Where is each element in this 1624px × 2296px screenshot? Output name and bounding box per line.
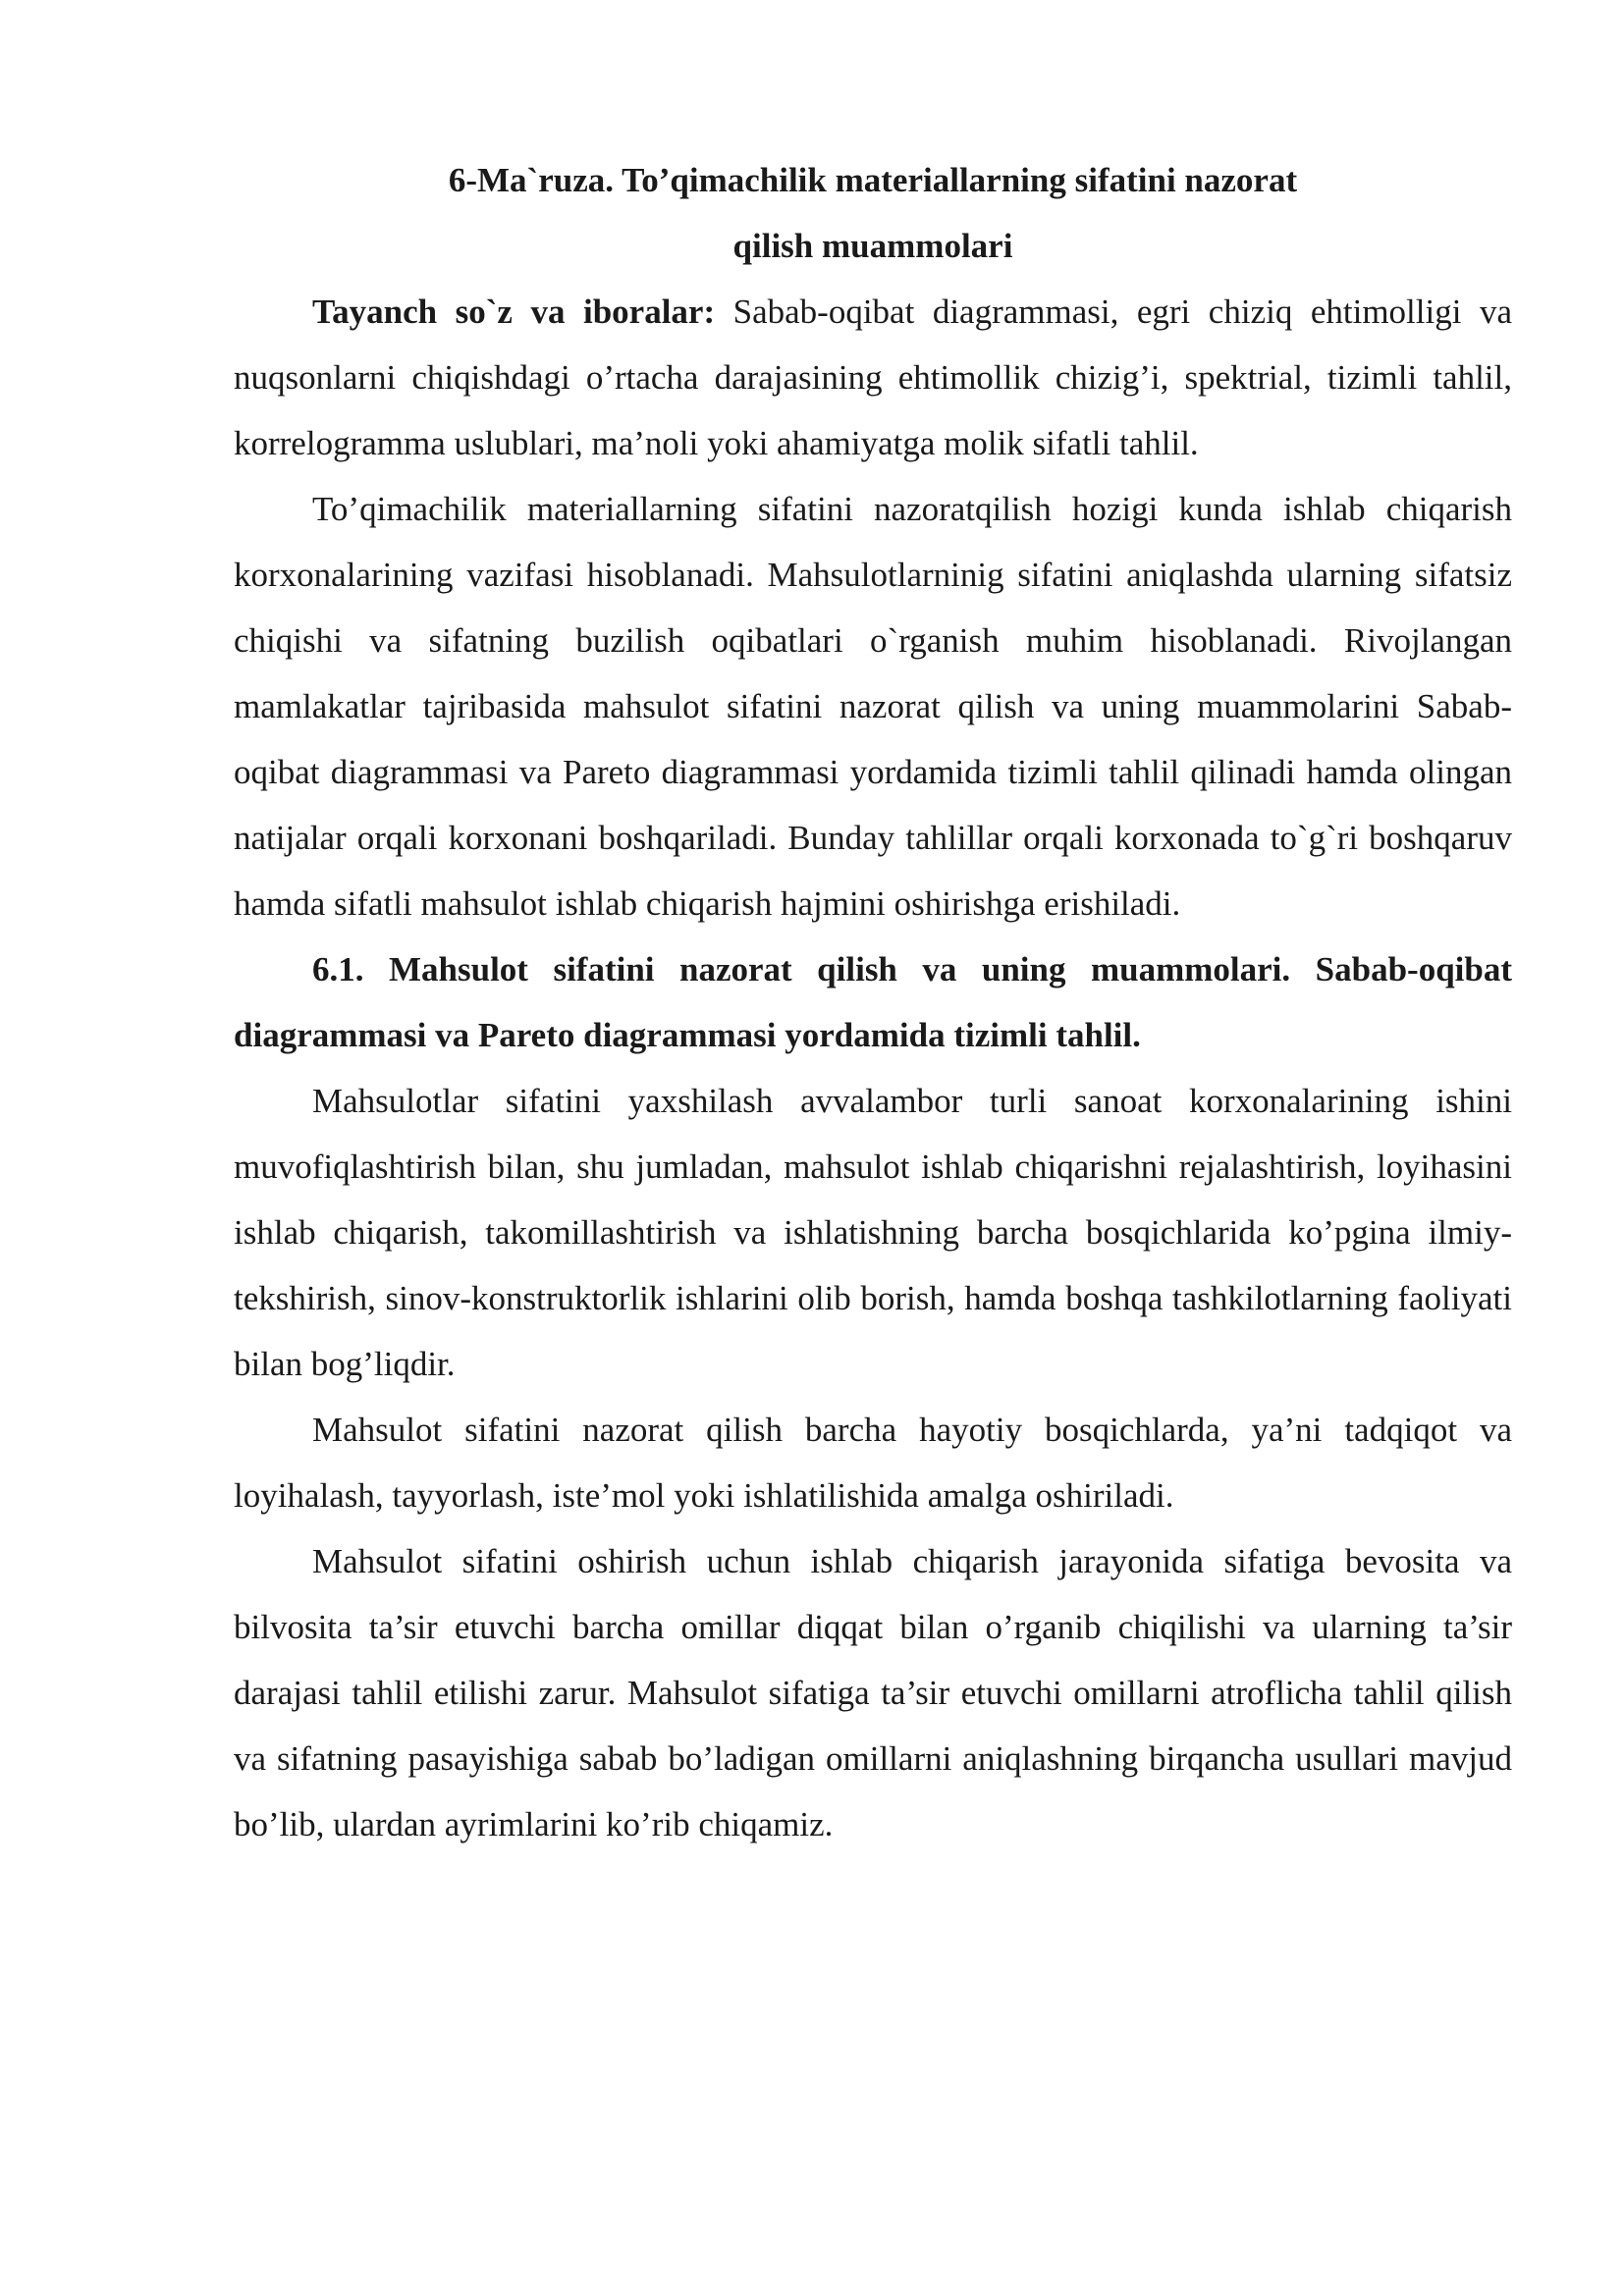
title-line-1: 6-Ma`ruza. To’qimachilik materiallarning sifatini nazorat: [448, 161, 1298, 199]
body-paragraph-2: Mahsulot sifatini nazorat qilish barcha hayotiy bosqichlarda, ya’ni tadqiqot va loyihalash, tayyorlash, iste’mol yoki ishlatilishida amalga oshiriladi.: [234, 1411, 1512, 1515]
body-paragraph-3: Mahsulot sifatini oshirish uchun ishlab chiqarish jarayonida sifatiga bevosita va bilvosita ta’sir etuvchi barcha omillar diqqat bilan o’rganib chiqilishi va ularning ta’sir darajasi tahlil etilishi zarur. Mahsulot sifatiga ta’sir etuvchi omillarni atroflicha tahlil qilish va sifatning pasayishiga sabab bo’ladigan omillarni aniqlashning birqancha usullari mavjud bo’lib, ulardan ayrimlarini ko’rib chiqamiz.: [234, 1542, 1512, 1843]
keywords-text: Sabab-oqibat diagrammasi, egri chiziq ehtimolligi va nuqsonlarni chiqishdagi o’rtacha darajasining ehtimollik chizig’i, spektrial, tizimli tahlil, korrelogramma uslublari, ma’noli yoki ahamiyatga molik sifatli tahlil.: [234, 293, 1512, 462]
keywords-paragraph: [234, 279, 1512, 476]
document-body: [234, 147, 1512, 1857]
section-heading: 6.1. Mahsulot sifatini nazorat qilish va uning muammolari. Sabab-oqibat diagrammasi va Pareto diagrammasi yordamida tizimli tahlil.: [234, 950, 1512, 1054]
body-paragraph-1: Mahsulotlar sifatini yaxshilash avvalambor turli sanoat korxonalarining ishini muvofiqlashtirish bilan, shu jumladan, mahsulot ishlab chiqarishni rejalashtirish, loyihasini ishlab chiqarish, takomillashtirish va ishlatishning barcha bosqichlarida ko’pgina ilmiy-tekshirish, sinov-konstruktorlik ishlarini olib borish, hamda boshqa tashkilotlarning faoliyati bilan bog’liqdir.: [234, 1082, 1512, 1383]
page-title: [234, 147, 1512, 279]
title-line-2: qilish muammolari: [732, 227, 1013, 265]
intro-paragraph: To’qimachilik materiallarning sifatini nazoratqilish hozigi kunda ishlab chiqarish korxonalarining vazifasi hisoblanadi. Mahsulotlarninig sifatini aniqlashda ularning sifatsiz chiqishi va sifatning buzilish oqibatlari o`rganish muhim hisoblanadi. Rivojlangan mamlakatlar tajribasida mahsulot sifatini nazorat qilish va uning muammolarini Sabab-oqibat diagrammasi va Pareto diagrammasi yordamida tizimli tahlil qilinadi hamda olingan natijalar orqali korxonani boshqariladi. Bunday tahlillar orqali korxonada to`g`ri boshqaruv hamda sifatli mahsulot ishlab chiqarish hajmini oshirishga erishiladi.: [234, 490, 1512, 923]
keywords-label: Tayanch so`z va iboralar:: [312, 293, 716, 331]
